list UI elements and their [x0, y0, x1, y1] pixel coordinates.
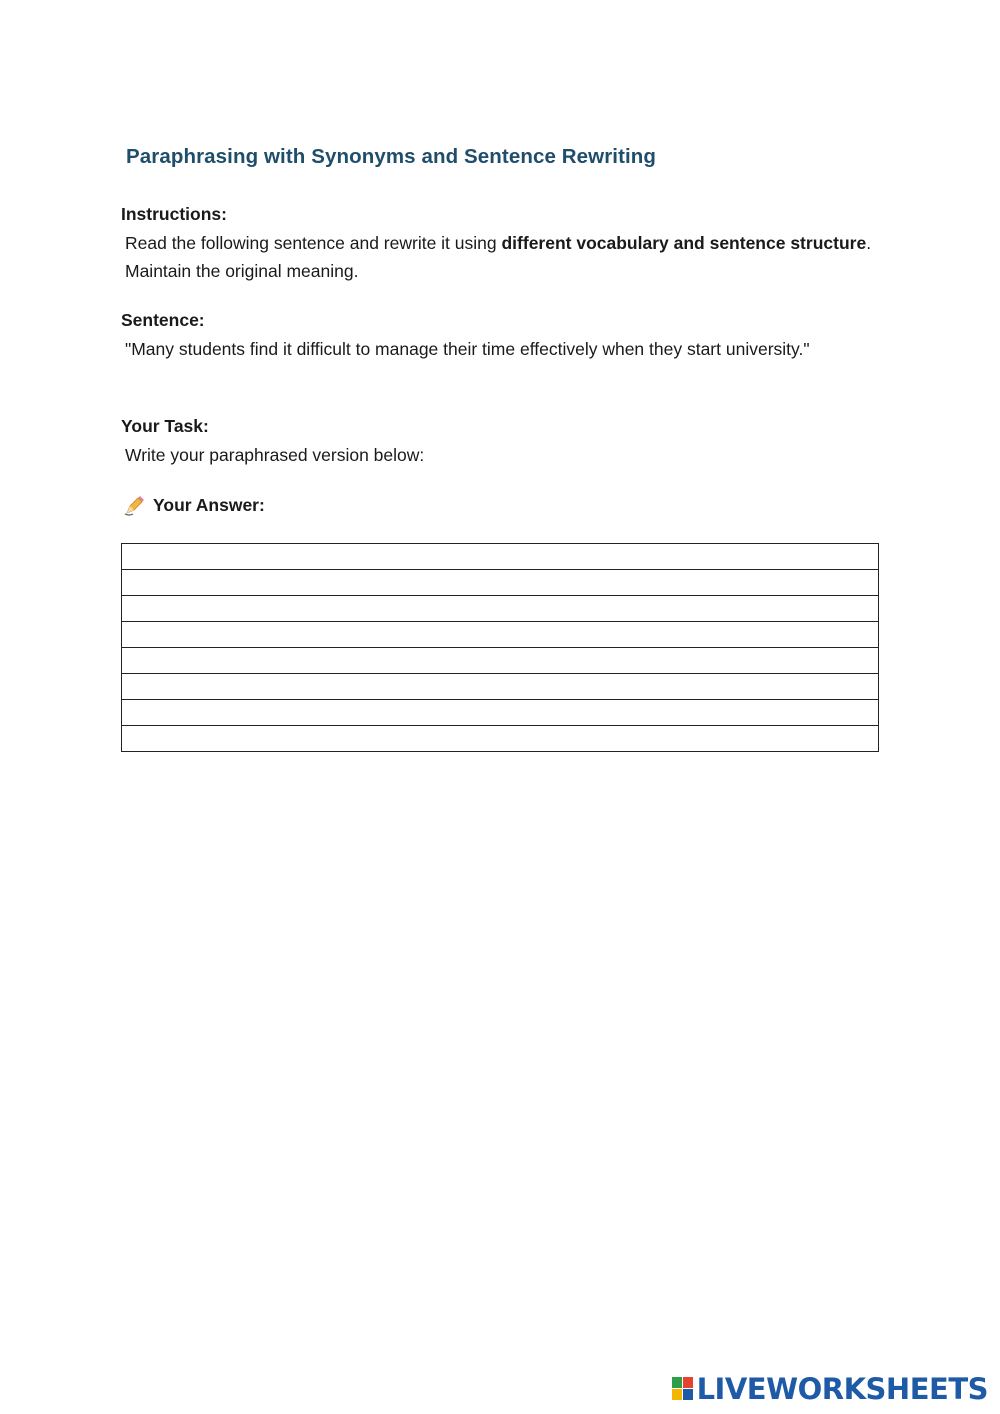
- worksheet-title: Paraphrasing with Synonyms and Sentence Rewriting: [126, 145, 657, 168]
- logo-text: LIVEWORKSHEETS: [696, 1372, 988, 1406]
- answer-line[interactable]: [122, 596, 878, 622]
- sentence-label: Sentence:: [121, 310, 205, 330]
- answer-line[interactable]: [122, 648, 878, 674]
- answer-heading: [123, 493, 265, 517]
- sentence-section: [121, 306, 881, 363]
- answer-line[interactable]: [122, 622, 878, 648]
- instructions-text: [121, 229, 881, 286]
- task-text: Write your paraphrased version below:: [125, 444, 425, 465]
- instructions-text-end: . Maintain the original meaning.: [125, 232, 872, 281]
- answer-label: Your Answer:: [153, 494, 265, 515]
- answer-line[interactable]: [122, 570, 878, 596]
- answer-line[interactable]: [122, 674, 878, 700]
- instructions-section: [121, 200, 881, 286]
- logo-blocks-icon: [672, 1377, 694, 1401]
- liveworksheets-logo: [672, 1372, 988, 1406]
- task-section: [121, 412, 881, 469]
- instructions-text-part: Read the following sentence and rewrite it using: [125, 232, 502, 253]
- answer-line[interactable]: [122, 700, 878, 726]
- answer-line[interactable]: [122, 544, 878, 570]
- answer-line[interactable]: [122, 726, 878, 751]
- writing-hand-icon: [123, 493, 147, 517]
- instructions-label: Instructions:: [121, 204, 227, 224]
- sentence-text: "Many students find it difficult to manage their time effectively when they start university.": [125, 338, 810, 359]
- instructions-emphasis: different vocabulary and sentence structure: [501, 232, 867, 253]
- answer-box[interactable]: [121, 543, 879, 752]
- task-label: Your Task:: [121, 416, 209, 436]
